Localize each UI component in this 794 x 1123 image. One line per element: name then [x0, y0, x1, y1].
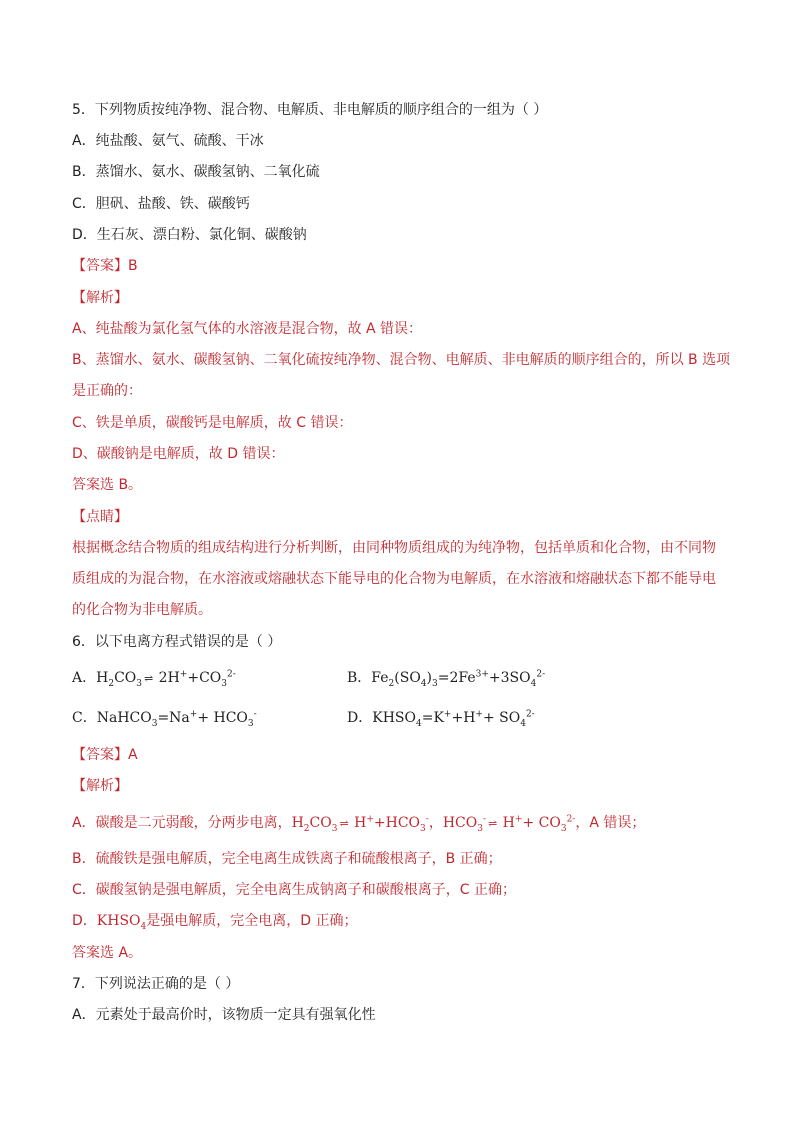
q5-note-line: 质组成的为混合物，在水溶液或熔融状态下能导电的化合物为电解质，在水溶液和熔融状态下都不能导电: [72, 571, 716, 587]
q6-analysis-a: A．碳酸是二元弱酸，分两步电离，$H_2CO_3$ ⇌ $H^++HCO_3^-$，$HCO_3^-$ ⇌ $H^++ CO_3^{2-}$，A 错误；: [72, 814, 646, 834]
q6-analysis-tag: 【解析】: [72, 778, 128, 794]
q5-analysis-tag: 【解析】: [72, 290, 128, 306]
q6-stem: 6．以下电离方程式错误的是（ ）: [72, 634, 282, 650]
q6-option-b: B．$Fe_2(SO_4)_3=2Fe^{3+}+3SO_4^{2-}$: [347, 669, 546, 689]
q6-option-a: A．$H_2CO_3$ ⇌ $2H^++CO_3^{2-}$: [72, 669, 236, 689]
q7-stem: 7．下列说法正确的是（ ）: [72, 976, 240, 992]
q5-option-d: D．生石灰、漂白粉、氯化铜、碳酸钠: [72, 227, 307, 243]
q5-note-line: 根据概念结合物质的组成结构进行分析判断，由同种物质组成的为纯净物，包括单质和化合物，由不同物: [72, 540, 716, 556]
q5-note-line: 的化合物为非电解质。: [72, 602, 212, 618]
q6-analysis-d: D．$KHSO_4$是强电解质，完全电离，D 正确；: [72, 913, 358, 932]
q6-answer: [72, 745, 138, 765]
q6-option-d: D．$KHSO_4=K^++H^++ SO_4^{2-}$: [347, 709, 535, 729]
q5-option-a: A．纯盐酸、氨气、硫酸、干冰: [72, 133, 264, 149]
q5-conclusion: 答案选 B。: [72, 477, 143, 493]
reversible-arrow-icon: ⇌: [339, 817, 348, 830]
q5-answer: [72, 256, 138, 276]
q5-analysis-line: A、纯盐酸为氯化氢气体的水溶液是混合物，故 A 错误：: [72, 321, 423, 337]
q5-option-c: C．胆矾、盐酸、铁、碳酸钙: [72, 196, 250, 212]
q6-analysis-line: B．硫酸铁是强电解质，完全电离生成铁离子和硫酸根离子，B 正确；: [72, 851, 502, 867]
q6-conclusion: 答案选 A。: [72, 945, 143, 961]
reversible-arrow-icon: ⇌: [144, 672, 153, 685]
q5-note-tag: 【点睛】: [72, 509, 128, 525]
answer-tag: 【答案】: [72, 747, 128, 763]
q5-analysis-line: B、蒸馏水、氨水、碳酸氢钠、二氧化硫按纯净物、混合物、电解质、非电解质的顺序组合的，所以 B 选项: [72, 352, 731, 368]
q5-analysis-line: C、铁是单质，碳酸钙是电解质，故 C 错误：: [72, 415, 353, 431]
q5-stem: 5．下列物质按纯净物、混合物、电解质、非电解质的顺序组合的一组为（ ）: [72, 102, 548, 118]
q5-analysis-line: D、碳酸钠是电解质，故 D 错误：: [72, 446, 285, 462]
q7-option-a: A．元素处于最高价时，该物质一定具有强氧化性: [72, 1007, 376, 1023]
answer-value: B: [128, 258, 138, 274]
q5-option-b: B．蒸馏水、氨水、碳酸氢钠、二氧化硫: [72, 164, 320, 180]
q5-analysis-line: 是正确的：: [72, 383, 142, 399]
answer-tag: 【答案】: [72, 258, 128, 274]
reversible-arrow-icon: ⇌: [488, 817, 497, 830]
q6-option-c: C．NaHCO$_3$=Na++ $HCO_3^-$: [72, 709, 257, 729]
q6-analysis-line: C．碳酸氢钠是强电解质，完全电离生成钠离子和碳酸根离子，C 正确；: [72, 882, 516, 898]
answer-value: A: [128, 747, 138, 763]
